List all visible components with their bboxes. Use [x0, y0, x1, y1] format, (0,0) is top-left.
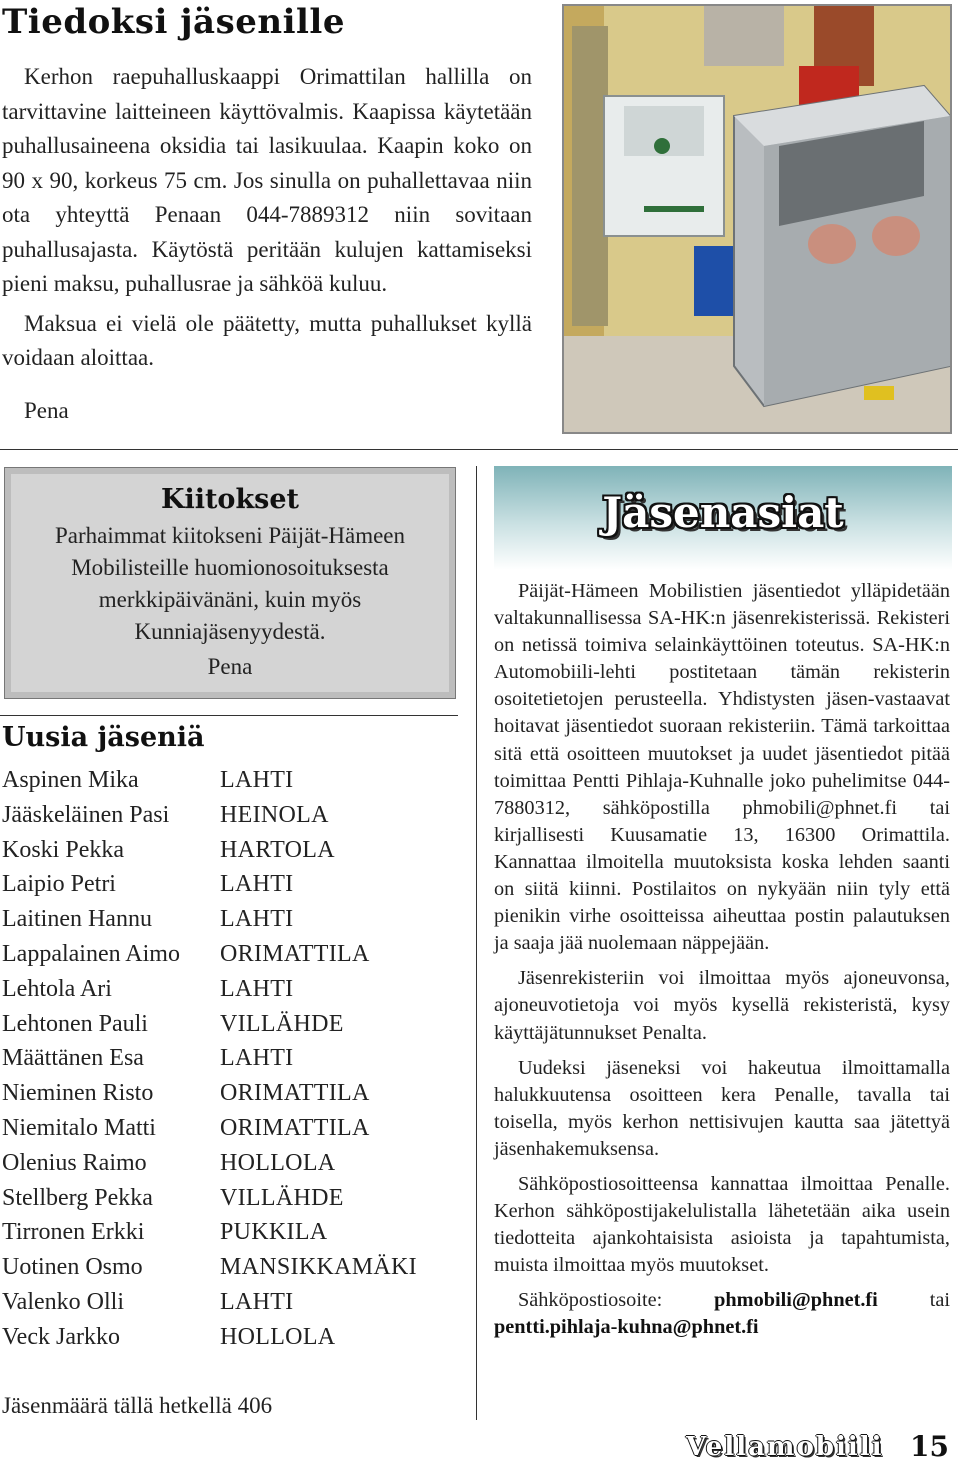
email-link-1[interactable]: phmobili@phnet.fi: [714, 1289, 878, 1312]
list-item: [2, 1215, 462, 1250]
member-city: HOLLOLA: [220, 1323, 336, 1350]
member-affairs-title: Jäsenasiat: [602, 488, 844, 537]
list-item: [2, 763, 462, 798]
thanks-signature: Pena: [207, 654, 253, 679]
list-item: [2, 1111, 462, 1146]
member-name: Niemitalo Matti: [2, 1114, 156, 1141]
member-name: Uotinen Osmo: [2, 1254, 143, 1281]
member-city: ORIMATTILA: [220, 1114, 370, 1141]
member-affairs-paragraph-4: Sähköpostiosoitteensa kannattaa ilmoittaa Penalle. Kerhon sähköpostijakelulistalla lähetetään aika usein tiedotteita ajankohtaisista asioista ja tapahtumista, muista ilmoittaa myös muutokset.: [494, 1172, 950, 1277]
member-name: Tirronen Erkki: [2, 1219, 145, 1246]
member-count: Jäsenmäärä tällä hetkellä 406: [2, 1393, 273, 1418]
list-item: [2, 1007, 462, 1042]
member-city: HARTOLA: [220, 836, 335, 863]
member-name: Laitinen Hannu: [2, 906, 152, 933]
member-city: PUKKILA: [220, 1219, 328, 1246]
member-city: MANSIKKAMÄKI: [220, 1254, 417, 1281]
list-item: [2, 1285, 462, 1320]
member-city: LAHTI: [220, 1288, 294, 1315]
list-item: [2, 867, 462, 902]
member-name: Stellberg Pekka: [2, 1184, 153, 1211]
member-name: Lehtola Ari: [2, 975, 112, 1002]
notice-paragraph-2: Maksua ei vielä ole päätetty, mutta puhallukset kyllä voidaan aloittaa.: [2, 310, 532, 370]
member-name: Koski Pekka: [2, 836, 124, 863]
member-name: Lappalainen Aimo: [2, 940, 180, 967]
page-number: 15: [910, 1430, 949, 1463]
member-city: LAHTI: [220, 1045, 294, 1072]
member-city: ORIMATTILA: [220, 1080, 370, 1107]
members-divider: [0, 715, 458, 716]
email-label: Sähköpostiosoite:: [518, 1289, 663, 1312]
list-item: [2, 833, 462, 868]
member-name: Jääskeläinen Pasi: [2, 801, 170, 828]
member-name: Lehtonen Pauli: [2, 1010, 148, 1037]
thanks-text: Parhaimmat kiitokseni Päijät-Hämeen Mobilisteille huomionosoituksesta merkkipäivänäni, kuin myös Kunniajäsenyydestä.: [54, 523, 406, 644]
list-item: [2, 1076, 462, 1111]
column-divider: [476, 466, 477, 1420]
list-item: [2, 798, 462, 833]
notice-text: [2, 60, 532, 376]
list-item: [2, 1250, 462, 1285]
new-members-list: [2, 763, 462, 1355]
notice-signature: Pena: [24, 398, 69, 423]
list-item: [2, 902, 462, 937]
member-name: Olenius Raimo: [2, 1149, 147, 1176]
member-city: VILLÄHDE: [220, 1010, 344, 1037]
thanks-title: Kiitokset: [160, 484, 300, 515]
member-affairs-banner: [494, 466, 952, 570]
member-city: LAHTI: [220, 871, 294, 898]
member-city: LAHTI: [220, 975, 294, 1002]
notice-paragraph-1: Kerhon raepuhalluskaappi Orimattilan hallilla on tarvittavine laitteineen käyttövalmis. Kaapissa käytetään puhallusaineena oksidia tai lasikuulaa. Kaapin koko on 90 x 90, korkeus 75 cm. Jos sinulla on puhallettavaa niin ota yhteyttä Penaan 044-7889312 niin sovitaan puhallusajasta. Käytöstä peritään kulujen kattamiseksi pieni maksu, puhallusrae ja sähköä kuluu.: [2, 64, 532, 296]
member-city: HOLLOLA: [220, 1149, 336, 1176]
member-city: LAHTI: [220, 906, 294, 933]
new-members-title: Uusia jäseniä: [2, 722, 205, 753]
member-name: Nieminen Risto: [2, 1080, 154, 1107]
email-paragraph: [494, 1287, 950, 1341]
list-item: [2, 937, 462, 972]
list-item: [2, 1041, 462, 1076]
publication-name: Vellamobiili: [686, 1432, 884, 1462]
list-item: [2, 1181, 462, 1216]
list-item: [2, 1146, 462, 1181]
email-or: tai: [929, 1289, 950, 1312]
member-name: Määttänen Esa: [2, 1045, 144, 1072]
member-name: Aspinen Mika: [2, 767, 139, 793]
section-divider: [0, 449, 958, 450]
member-affairs-paragraph-2: Jäsenrekisteriin voi ilmoittaa myös ajoneuvonsa, ajoneuvotietoja voi myös kysellä rekisteristä, kysy käyttäjätunnukset Penalta.: [494, 967, 950, 1044]
thanks-box: [4, 467, 456, 699]
list-item: [2, 1320, 462, 1355]
member-city: ORIMATTILA: [220, 940, 370, 967]
blasting-cabinet-photo: [562, 4, 952, 434]
member-affairs-paragraph-1: Päijät-Hämeen Mobilistien jäsentiedot ylläpidetään valtakunnallisessa SA-HK:n jäsenrekisterissä. Rekisteri on netissä toimiva selainkäyttöinen toteutus. SA-HK:n Automobiili-lehti postitetaan tämän rekisterin osoitetietojen perusteella. Yhdistysten jäsen-vastaavat hoitavat jäsentiedot suoraan rekisteriin. Tämä tarkoittaa sitä että osoitteen muutokset ja uudet jäsentiedot pitää toimittaa Pentti Pihlaja-Kuhnalle joko puhelimitse 044-7880312, sähköpostilla phmobili@phnet.fi tai kirjallisesti Kuusamatie 13, 16300 Orimattila. Kannattaa ilmoitella muutoksista koska lehden saanti on siitä kiinni. Postilaitos on nykyään niin tyly että pienikin virhe osoitteissa aiheuttaa postin palautuksen ja saaja jää nuolemaan näppejään.: [494, 580, 950, 955]
member-city: LAHTI: [220, 767, 294, 793]
email-link-2[interactable]: pentti.pihlaja-kuhna@phnet.fi: [494, 1316, 759, 1339]
member-city: HEINOLA: [220, 801, 329, 828]
member-affairs-text: [494, 578, 950, 1342]
member-name: Laipio Petri: [2, 871, 116, 898]
member-city: VILLÄHDE: [220, 1184, 344, 1211]
notice-title: Tiedoksi jäsenille: [2, 2, 345, 42]
member-affairs-paragraph-3: Uudeksi jäseneksi voi hakeutua ilmoittamalla halukkuutensa osoitteen kera Penalle, tavalla tai toisella, myös kerhon nettisivujen kautta saa jätettyä jäsenhakemuksensa.: [494, 1056, 950, 1160]
list-item: [2, 972, 462, 1007]
member-name: Veck Jarkko: [2, 1323, 120, 1350]
member-name: Valenko Olli: [2, 1288, 124, 1315]
